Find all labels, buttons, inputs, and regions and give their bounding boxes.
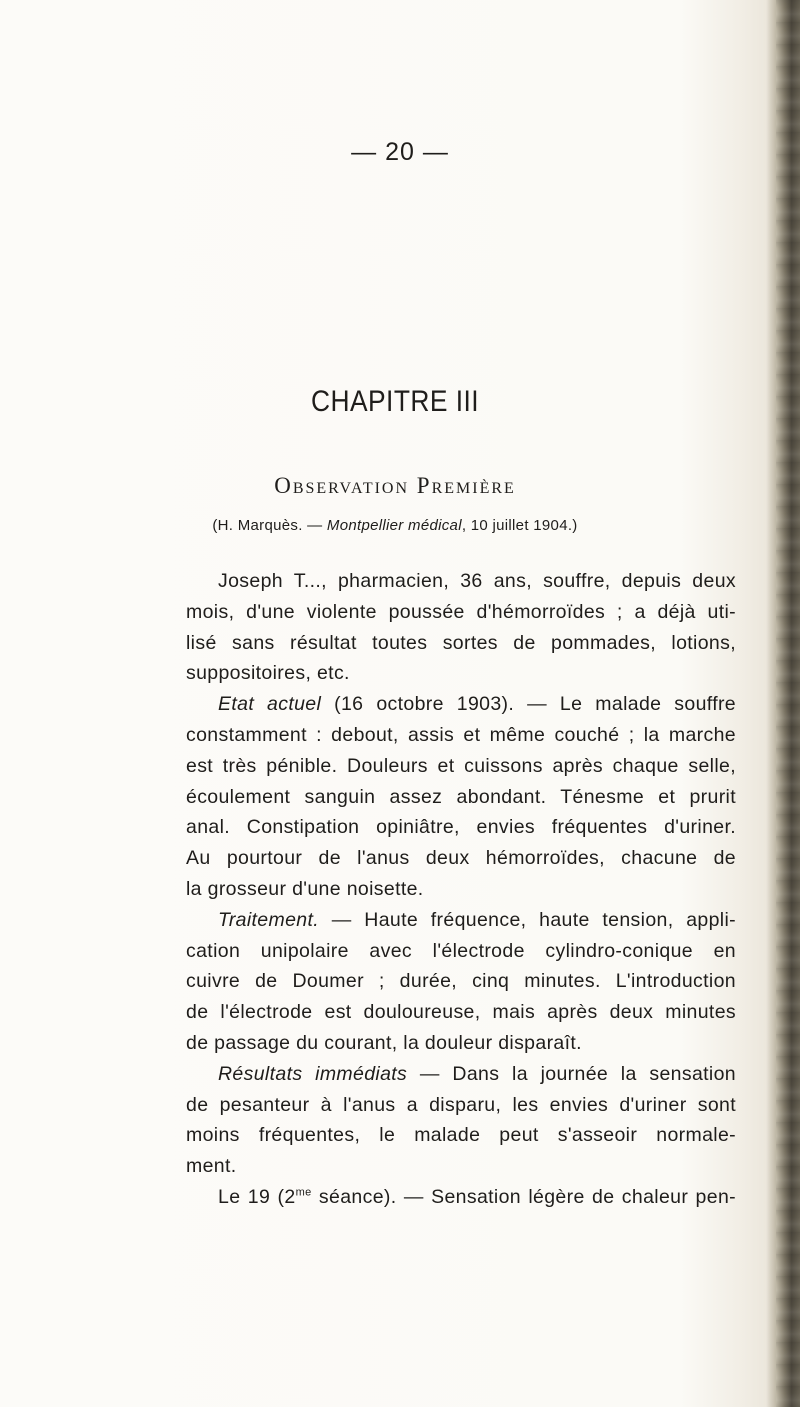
book-binding-edge [766, 0, 800, 1407]
page-number: — 20 — [351, 138, 449, 166]
body-line: de pesanteur à l'anus a disparu, les envies d'uriner sont [186, 1093, 736, 1116]
body-line: constamment : debout, assis et même couché ; la marche [186, 723, 736, 746]
body-line: de l'électrode est douloureuse, mais après deux minutes [186, 1001, 736, 1024]
chapter-heading: CHAPITRE III [310, 385, 480, 418]
paragraph-label-traitement: Traitement. [218, 908, 320, 931]
body-line: écoulement sanguin assez abondant. Ténesme et prurit [186, 785, 736, 808]
body-line: mois, d'une violente poussée d'hémorroïdes ; a déjà uti- [186, 600, 736, 623]
body-line [186, 689, 736, 720]
source-journal: Montpellier médical [326, 517, 462, 534]
body-line: moins fréquentes, le malade peut s'asseoir normale- [186, 1124, 736, 1147]
body-line: est très pénible. Douleurs et cuissons après chaque selle, [186, 754, 736, 777]
body-line-rest: — Haute fréquence, haute tension, appli- [319, 908, 736, 931]
superscript-me: me [295, 1186, 312, 1199]
body-line: anal. Constipation opiniâtre, envies fréquentes d'uriner. [186, 816, 736, 839]
paragraph-label-resultats: Résultats immédiats [218, 1062, 408, 1085]
body-line-rest: — Dans la journée la sensation [407, 1062, 736, 1085]
body-line-rest: séance). — Sensation légère de chaleur pen- [311, 1185, 736, 1208]
body-line: cuivre de Doumer ; durée, cinq minutes. L'introduction [186, 970, 736, 993]
body-text [186, 566, 736, 1213]
source-date: , 10 juillet 1904.) [461, 517, 578, 534]
body-line [186, 1182, 736, 1213]
body-line: cation unipolaire avec l'électrode cylindro-conique en [186, 939, 736, 962]
body-line: lisé sans résultat toutes sortes de pommades, lotions, [186, 631, 736, 654]
body-line-rest: (16 octobre 1903). — Le malade souffre [321, 693, 736, 716]
body-line: Au pourtour de l'anus deux hémorroïdes, chacune de [186, 847, 736, 870]
section-title: Observation Première [274, 473, 516, 498]
source-reference [0, 517, 790, 534]
body-line: suppositoires, etc. [186, 662, 350, 685]
body-line [186, 905, 736, 936]
body-line: la grosseur d'une noisette. [186, 877, 424, 900]
paragraph-label-etat-actuel: Etat actuel [218, 693, 322, 716]
body-line: de passage du courant, la douleur disparaît. [186, 1031, 582, 1054]
body-line-start: Le 19 (2 [218, 1185, 296, 1208]
source-author: (H. Marquès. — [212, 517, 327, 534]
body-line: Joseph T..., pharmacien, 36 ans, souffre, depuis deux [218, 570, 736, 592]
body-line: ment. [186, 1155, 237, 1178]
body-line [186, 1059, 736, 1090]
